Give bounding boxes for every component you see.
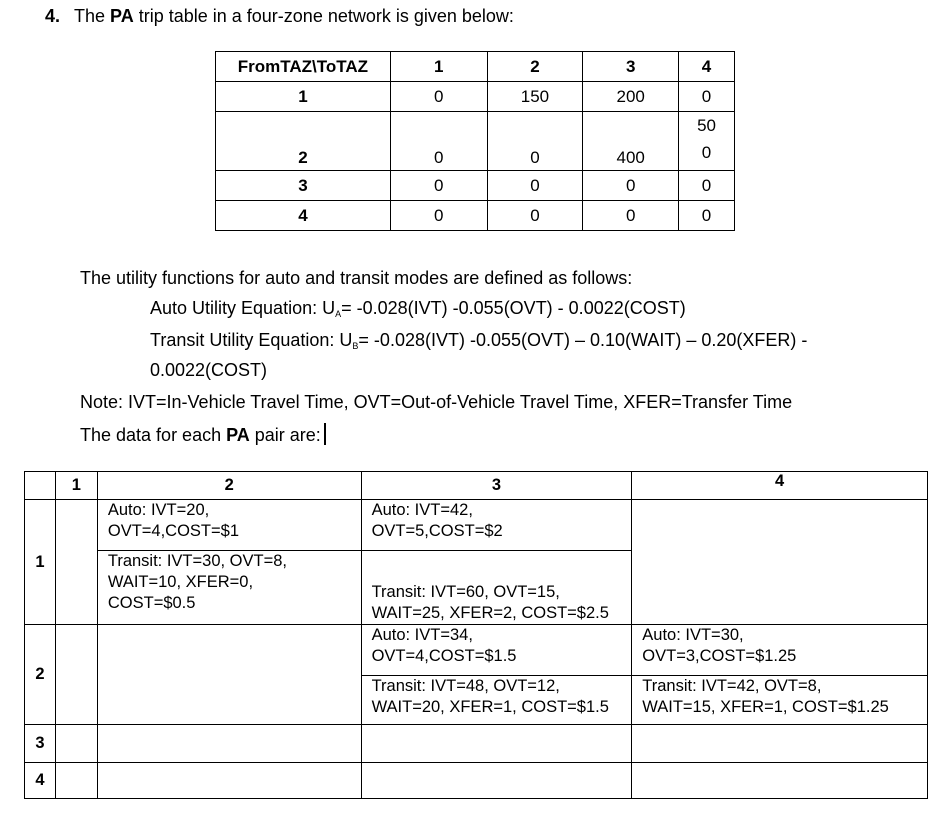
transit-eq-subscript: B [352,341,359,351]
data-cell-empty [97,625,361,725]
trip-row-label: 4 [216,201,391,231]
question-text-bold: PA [110,6,134,26]
trip-cell: 400 [583,112,679,171]
transit-data [362,676,632,718]
trip-cell: 0 [679,171,735,201]
data-line: WAIT=15, XFER=1, COST=$1.25 [642,698,889,716]
trip-header-cell: FromTAZ\ToTAZ [216,52,391,82]
trip-row-label: 3 [216,171,391,201]
trip-cell-line: 50 [697,116,716,135]
question-text-after: trip table in a four-zone network is given below: [133,6,514,26]
data-cell-empty [55,725,97,763]
trip-row-label: 2 [216,112,391,171]
data-line: Auto: IVT=34, [371,626,473,644]
table-row [25,763,928,799]
table-row [216,112,735,171]
data-row-label: 2 [25,625,56,725]
data-line: OVT=3,COST=$1.25 [642,647,797,665]
data-table-header-row [25,472,928,500]
trip-table-header-row [216,52,735,82]
table-row [25,625,928,725]
data-cell-empty [632,725,928,763]
data-intro-after: pair are: [249,425,321,445]
trip-header-cell: 3 [583,52,679,82]
trip-header-cell: 1 [390,52,487,82]
data-cell-empty [632,500,928,625]
question-heading [45,6,514,27]
transit-data [632,676,927,718]
trip-cell: 0 [679,82,735,112]
data-header-cell: 2 [97,472,361,500]
note-definitions: Note: IVT=In-Vehicle Travel Time, OVT=Out-of-Vehicle Travel Time, XFER=Transfer Time [80,392,793,412]
trip-cell: 0 [583,201,679,231]
question-text-before: The [74,6,111,26]
data-cell-empty [632,763,928,799]
data-line: Transit: IVT=48, OVT=12, [371,677,560,695]
data-cell-1-3 [361,500,632,625]
trip-header-cell: 2 [487,52,583,82]
data-cell-empty [361,725,632,763]
data-row-label: 4 [25,763,56,799]
data-row-label: 1 [25,500,56,625]
pa-data-table [24,471,928,799]
trip-table [215,51,735,231]
auto-data [632,625,927,676]
auto-data [362,500,632,551]
trip-cell: 200 [583,82,679,112]
data-cell-1-2 [97,500,361,625]
trip-cell: 0 [487,171,583,201]
data-line: Transit: IVT=30, OVT=8, [107,552,287,570]
table-row [216,171,735,201]
data-cell-empty [55,500,97,625]
trip-cell: 0 [390,171,487,201]
data-line: Auto: IVT=20, [107,501,210,519]
data-line: Auto: IVT=42, [371,501,473,519]
auto-eq-body: = -0.028(IVT) -0.055(OVT) - 0.0022(COST) [341,298,686,318]
trip-cell: 0 [390,112,487,171]
data-cell-empty [97,725,361,763]
data-line: Transit: IVT=60, OVT=15, [371,583,560,601]
data-line: OVT=4,COST=$1 [107,522,239,540]
data-intro [80,423,326,446]
data-line: COST=$0.5 [107,594,196,612]
auto-eq-subscript: A [335,309,342,319]
trip-cell: 0 [583,171,679,201]
data-line: Auto: IVT=30, [642,626,744,644]
data-cell-2-3 [361,625,632,725]
trip-row-label: 1 [216,82,391,112]
data-header-cell: 3 [361,472,632,500]
auto-data [98,500,361,551]
auto-data [362,625,632,676]
data-intro-bold: PA [226,425,250,445]
question-number: 4. [45,6,61,26]
data-line: WAIT=25, XFER=2, COST=$2.5 [371,604,609,622]
transit-data [362,551,632,624]
table-row [216,201,735,231]
trip-cell: 0 [487,112,583,171]
table-row [216,82,735,112]
trip-header-cell: 4 [679,52,735,82]
data-line: WAIT=10, XFER=0, [107,573,254,591]
data-cell-empty [97,763,361,799]
text-cursor [324,423,326,445]
trip-cell: 0 [679,201,735,231]
table-row [25,500,928,625]
trip-cell: 0 [390,201,487,231]
trip-cell-line: 0 [701,143,712,162]
trip-cell: 0 [390,82,487,112]
data-intro-before: The data for each [80,425,227,445]
utility-intro: The utility functions for auto and transit modes are defined as follows: [80,268,633,288]
data-cell-empty [55,763,97,799]
auto-utility-equation [150,298,686,319]
transit-utility-equation-continued: 0.0022(COST) [150,360,268,380]
table-row [25,725,928,763]
trip-cell: 150 [487,82,583,112]
data-line: Transit: IVT=42, OVT=8, [642,677,822,695]
transit-data [98,551,361,614]
data-line: WAIT=20, XFER=1, COST=$1.5 [371,698,609,716]
data-line: OVT=5,COST=$2 [371,522,503,540]
auto-eq-prefix: Auto Utility Equation: U [150,298,336,318]
data-cell-empty [361,763,632,799]
trip-cell-stacked [679,112,735,171]
trip-cell: 0 [487,201,583,231]
data-cell-2-4 [632,625,928,725]
transit-eq-body: = -0.028(IVT) -0.055(OVT) – 0.10(WAIT) – 0.20(XFER) - [358,330,808,350]
data-header-cell: 4 [632,472,928,500]
data-header-cell [25,472,56,500]
data-cell-empty [55,625,97,725]
data-header-cell: 1 [55,472,97,500]
transit-utility-equation [150,330,807,351]
data-row-label: 3 [25,725,56,763]
transit-eq-prefix: Transit Utility Equation: U [150,330,353,350]
data-line: OVT=4,COST=$1.5 [371,647,517,665]
